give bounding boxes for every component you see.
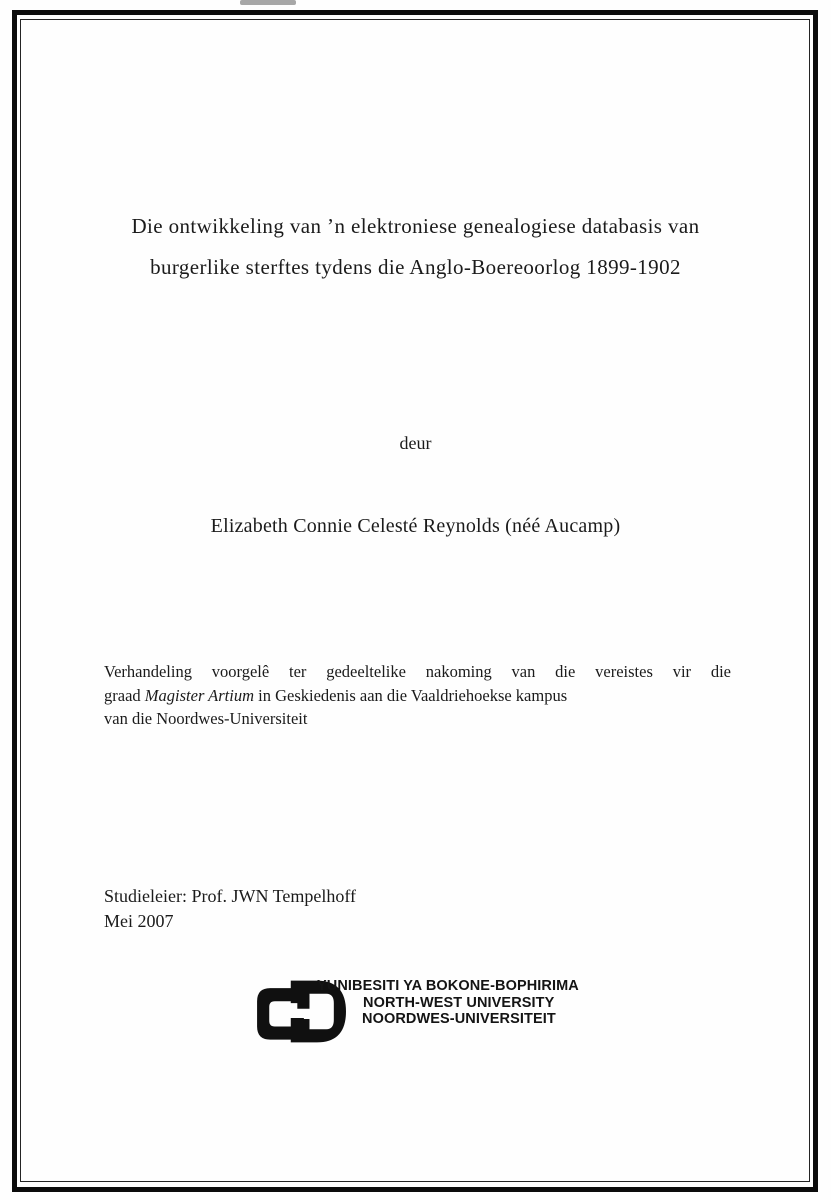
logo-name-english: NORTH-WEST UNIVERSITY [363, 994, 555, 1011]
statement-line2-prefix: graad [104, 685, 145, 705]
submission-statement [104, 660, 731, 731]
statement-line2-suffix: in Geskiedenis aan die Vaaldriehoekse kampus [254, 685, 568, 705]
scan-artifact [240, 0, 296, 5]
logo-name-setswana: YUNIBESITI YA BOKONE-BOPHIRIMA [317, 978, 579, 994]
statement-line2 [104, 684, 731, 708]
date-line: Mei 2007 [104, 910, 174, 931]
supervisor-block [104, 884, 356, 933]
statement-line1: Verhandeling voorgelê ter gedeeltelike nakoming van die vereistes vir die [104, 662, 731, 681]
statement-line2-degree-italic: Magister Artium [144, 685, 255, 705]
thesis-title [60, 206, 771, 288]
thesis-title-line1: Die ontwikkeling van ’n elektroniese genealogiese databasis van [131, 214, 700, 238]
logo-name-afrikaans: NOORDWES-UNIVERSITEIT [362, 1011, 556, 1027]
thesis-title-line2: burgerlike sterftes tydens die Anglo-Boereoorlog 1899-1902 [150, 255, 681, 279]
byline-label: deur [399, 433, 432, 453]
author-name: Elizabeth Connie Celesté Reynolds (néé Aucamp) [210, 515, 621, 537]
statement-line3: van die Noordwes-Universiteit [104, 709, 308, 728]
supervisor-line: Studieleier: Prof. JWN Tempelhoff [104, 886, 357, 906]
